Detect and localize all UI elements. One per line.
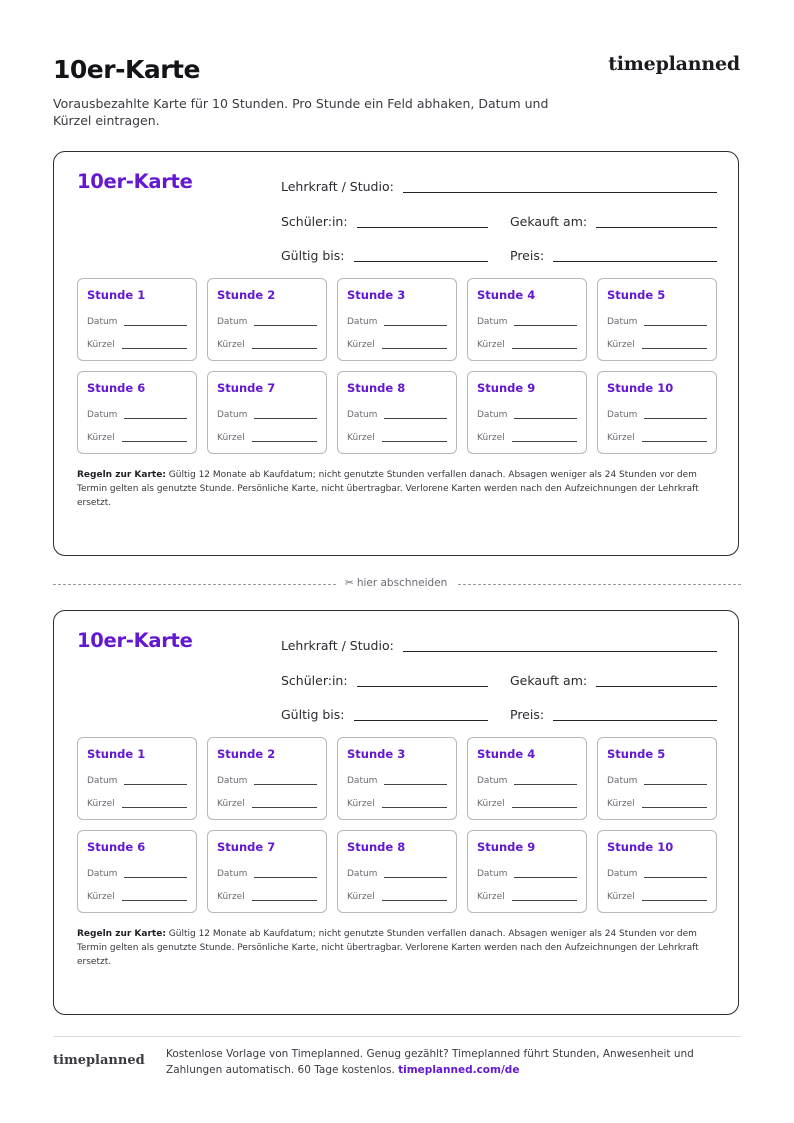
slot-kuerzel-row[interactable] — [607, 797, 707, 809]
slot-datum-row[interactable] — [347, 867, 447, 879]
field-label: Gekauft am: — [510, 214, 588, 229]
slot-datum-label: Datum — [477, 317, 508, 327]
slot-datum-label: Datum — [217, 317, 248, 327]
slot-kuerzel-line[interactable] — [122, 348, 187, 349]
slot-title: Stunde 7 — [217, 381, 276, 395]
field-label: Lehrkraft / Studio: — [281, 179, 394, 194]
field-write-line[interactable] — [354, 261, 489, 262]
slot-kuerzel-line[interactable] — [252, 900, 317, 901]
page-subtitle: Vorausbezahlte Karte für 10 Stunden. Pro Stunde ein Feld abhaken, Datum und Kürzel eintragen. — [53, 96, 549, 128]
cut-label-text: hier abschneiden — [356, 577, 448, 589]
gueltig-bis-field[interactable] — [281, 245, 488, 263]
slot-kuerzel-label: Kürzel — [87, 799, 115, 809]
slot-kuerzel-row[interactable] — [477, 797, 577, 809]
lesson-slot[interactable] — [467, 737, 587, 820]
slot-datum-line[interactable] — [254, 784, 317, 785]
slot-datum-label: Datum — [347, 317, 378, 327]
slot-datum-label: Datum — [217, 410, 248, 420]
slot-title: Stunde 2 — [217, 288, 276, 302]
slot-datum-label: Datum — [87, 776, 118, 786]
slot-datum-row[interactable] — [477, 315, 577, 327]
slot-kuerzel-line[interactable] — [252, 348, 317, 349]
scissors-icon: ✂ — [345, 577, 354, 589]
page-title: 10er-Karte — [53, 55, 200, 84]
slot-datum-line[interactable] — [644, 784, 707, 785]
slot-datum-label: Datum — [87, 410, 118, 420]
card-rules — [77, 468, 717, 510]
lesson-slot[interactable] — [207, 830, 327, 913]
slot-kuerzel-label: Kürzel — [607, 799, 635, 809]
slot-title: Stunde 4 — [477, 747, 536, 761]
slot-title: Stunde 4 — [477, 288, 536, 302]
slot-kuerzel-row[interactable] — [87, 890, 187, 902]
slot-datum-line[interactable] — [384, 418, 447, 419]
slot-kuerzel-row[interactable] — [217, 797, 317, 809]
card-rules — [77, 927, 717, 969]
lesson-slot[interactable] — [467, 371, 587, 454]
slot-datum-line[interactable] — [124, 877, 187, 878]
slot-kuerzel-label: Kürzel — [87, 433, 115, 443]
slot-datum-line[interactable] — [254, 877, 317, 878]
slot-kuerzel-row[interactable] — [477, 338, 577, 350]
slot-kuerzel-row[interactable] — [607, 338, 707, 350]
slot-title: Stunde 1 — [87, 747, 146, 761]
slot-datum-row[interactable] — [87, 774, 187, 786]
slot-datum-line[interactable] — [514, 418, 577, 419]
brand-logo: timeplanned — [608, 53, 740, 75]
lesson-slot[interactable] — [207, 278, 327, 361]
slot-datum-label: Datum — [607, 410, 638, 420]
footer-link[interactable]: timeplanned.com/de — [398, 1063, 520, 1076]
slot-kuerzel-row[interactable] — [347, 338, 447, 350]
lesson-slot[interactable] — [77, 830, 197, 913]
slot-kuerzel-label: Kürzel — [217, 892, 245, 902]
slot-kuerzel-label: Kürzel — [477, 340, 505, 350]
card-title: 10er-Karte — [77, 629, 193, 652]
slot-datum-line[interactable] — [124, 325, 187, 326]
field-write-line[interactable] — [354, 720, 489, 721]
slot-kuerzel-line[interactable] — [512, 900, 577, 901]
lesson-slot[interactable] — [77, 737, 197, 820]
slot-datum-row[interactable] — [217, 315, 317, 327]
slot-kuerzel-label: Kürzel — [607, 433, 635, 443]
lesson-slot[interactable] — [207, 737, 327, 820]
slot-title: Stunde 10 — [607, 381, 674, 395]
slot-title: Stunde 8 — [347, 840, 406, 854]
punch-card — [53, 151, 739, 556]
schueler-field[interactable] — [281, 211, 488, 229]
lesson-slot[interactable] — [337, 737, 457, 820]
slot-datum-label: Datum — [217, 776, 248, 786]
slot-datum-label: Datum — [607, 869, 638, 879]
slot-datum-line[interactable] — [384, 325, 447, 326]
slot-datum-line[interactable] — [254, 418, 317, 419]
field-write-line[interactable] — [357, 686, 488, 687]
slot-title: Stunde 6 — [87, 381, 146, 395]
slot-kuerzel-line[interactable] — [382, 441, 447, 442]
slot-kuerzel-label: Kürzel — [347, 799, 375, 809]
slot-datum-label: Datum — [87, 869, 118, 879]
cut-dash-left — [53, 584, 336, 585]
slot-datum-row[interactable] — [607, 315, 707, 327]
slot-title: Stunde 2 — [217, 747, 276, 761]
slot-kuerzel-row[interactable] — [347, 431, 447, 443]
slot-datum-line[interactable] — [254, 325, 317, 326]
slot-datum-row[interactable] — [87, 408, 187, 420]
slot-kuerzel-label: Kürzel — [87, 340, 115, 350]
slot-title: Stunde 8 — [347, 381, 406, 395]
field-label: Lehrkraft / Studio: — [281, 638, 394, 653]
slot-datum-row[interactable] — [607, 774, 707, 786]
slot-kuerzel-line[interactable] — [512, 441, 577, 442]
lehrkraft-field[interactable] — [281, 176, 717, 194]
slot-datum-row[interactable] — [477, 867, 577, 879]
slot-kuerzel-row[interactable] — [87, 797, 187, 809]
slot-title: Stunde 1 — [87, 288, 146, 302]
field-label: Gültig bis: — [281, 707, 345, 722]
lesson-slot[interactable] — [337, 278, 457, 361]
schueler-field[interactable] — [281, 670, 488, 688]
slot-title: Stunde 10 — [607, 840, 674, 854]
slot-datum-row[interactable] — [607, 408, 707, 420]
slot-datum-label: Datum — [347, 410, 378, 420]
slot-datum-line[interactable] — [514, 877, 577, 878]
slot-kuerzel-row[interactable] — [347, 797, 447, 809]
slot-datum-row[interactable] — [87, 867, 187, 879]
card-title: 10er-Karte — [77, 170, 193, 193]
rules-text: Gültig 12 Monate ab Kaufdatum; nicht genutzte Stunden verfallen danach. Absagen weniger als 24 Stunden vor dem Termin gelten als genutzte Stunde. Persönliche Karte, nicht übertragbar. Verlorene Karten werden nach den Aufzeichnungen der Lehrkraft ersetzt. — [77, 470, 699, 508]
slot-datum-row[interactable] — [217, 867, 317, 879]
slot-datum-line[interactable] — [514, 784, 577, 785]
slot-kuerzel-line[interactable] — [642, 441, 707, 442]
rules-text: Gültig 12 Monate ab Kaufdatum; nicht genutzte Stunden verfallen danach. Absagen weniger als 24 Stunden vor dem Termin gelten als genutzte Stunde. Persönliche Karte, nicht übertragbar. Verlorene Karten werden nach den Aufzeichnungen der Lehrkraft ersetzt. — [77, 929, 699, 967]
slot-datum-row[interactable] — [607, 867, 707, 879]
slot-kuerzel-line[interactable] — [512, 348, 577, 349]
slot-kuerzel-label: Kürzel — [477, 892, 505, 902]
slot-kuerzel-line[interactable] — [642, 807, 707, 808]
slot-title: Stunde 5 — [607, 288, 666, 302]
slot-kuerzel-label: Kürzel — [347, 892, 375, 902]
field-write-line[interactable] — [403, 192, 717, 193]
slot-datum-label: Datum — [347, 776, 378, 786]
lesson-slots — [77, 737, 717, 913]
slot-datum-label: Datum — [607, 317, 638, 327]
slot-kuerzel-line[interactable] — [122, 900, 187, 901]
slot-title: Stunde 7 — [217, 840, 276, 854]
field-write-line[interactable] — [357, 227, 488, 228]
slot-datum-label: Datum — [347, 869, 378, 879]
slot-datum-line[interactable] — [644, 877, 707, 878]
slot-datum-line[interactable] — [384, 784, 447, 785]
cut-dash-right — [458, 584, 741, 585]
slot-datum-label: Datum — [607, 776, 638, 786]
slot-kuerzel-row[interactable] — [347, 890, 447, 902]
lesson-slot[interactable] — [337, 371, 457, 454]
slot-datum-line[interactable] — [384, 877, 447, 878]
slot-kuerzel-label: Kürzel — [477, 799, 505, 809]
lesson-slots — [77, 278, 717, 454]
rules-label: Regeln zur Karte: — [77, 929, 166, 939]
slot-datum-row[interactable] — [347, 315, 447, 327]
field-write-line[interactable] — [553, 261, 717, 262]
slot-kuerzel-line[interactable] — [642, 348, 707, 349]
footer-promo: Kostenlose Vorlage von Timeplanned. Genug gezählt? Timeplanned führt Stunden, Anwesenheit und Zahlungen automatisch. 60 Tage kostenlos. — [166, 1048, 694, 1076]
slot-kuerzel-row[interactable] — [607, 431, 707, 443]
field-write-line[interactable] — [596, 686, 717, 687]
lesson-slot[interactable] — [207, 371, 327, 454]
slot-title: Stunde 3 — [347, 747, 406, 761]
slot-title: Stunde 3 — [347, 288, 406, 302]
slot-kuerzel-row[interactable] — [217, 338, 317, 350]
footer-divider — [53, 1036, 741, 1037]
slot-datum-row[interactable] — [217, 408, 317, 420]
lesson-slot[interactable] — [467, 278, 587, 361]
slot-datum-row[interactable] — [217, 774, 317, 786]
slot-datum-row[interactable] — [477, 774, 577, 786]
slot-title: Stunde 5 — [607, 747, 666, 761]
lesson-slot[interactable] — [597, 830, 717, 913]
slot-kuerzel-label: Kürzel — [607, 892, 635, 902]
lesson-slot[interactable] — [597, 278, 717, 361]
slot-datum-label: Datum — [477, 776, 508, 786]
slot-kuerzel-line[interactable] — [642, 900, 707, 901]
slot-datum-line[interactable] — [644, 418, 707, 419]
field-write-line[interactable] — [596, 227, 717, 228]
lesson-slot[interactable] — [597, 737, 717, 820]
slot-kuerzel-row[interactable] — [477, 431, 577, 443]
slot-datum-line[interactable] — [644, 325, 707, 326]
lesson-slot[interactable] — [467, 830, 587, 913]
punch-card — [53, 610, 739, 1015]
slot-kuerzel-label: Kürzel — [347, 340, 375, 350]
slot-datum-row[interactable] — [347, 774, 447, 786]
field-label: Gültig bis: — [281, 248, 345, 263]
slot-kuerzel-line[interactable] — [512, 807, 577, 808]
slot-title: Stunde 9 — [477, 840, 536, 854]
slot-kuerzel-row[interactable] — [217, 890, 317, 902]
slot-datum-row[interactable] — [87, 315, 187, 327]
slot-kuerzel-label: Kürzel — [87, 892, 115, 902]
slot-datum-row[interactable] — [347, 408, 447, 420]
slot-kuerzel-line[interactable] — [252, 441, 317, 442]
slot-datum-line[interactable] — [514, 325, 577, 326]
field-write-line[interactable] — [553, 720, 717, 721]
slot-datum-line[interactable] — [124, 784, 187, 785]
slot-kuerzel-label: Kürzel — [217, 340, 245, 350]
slot-kuerzel-label: Kürzel — [607, 340, 635, 350]
slot-kuerzel-line[interactable] — [122, 441, 187, 442]
slot-title: Stunde 9 — [477, 381, 536, 395]
field-label: Schüler:in: — [281, 673, 348, 688]
gekauft-am-field[interactable] — [510, 670, 717, 688]
cut-label — [345, 577, 447, 589]
gueltig-bis-field[interactable] — [281, 704, 488, 722]
preis-field[interactable] — [510, 704, 717, 722]
slot-kuerzel-label: Kürzel — [217, 433, 245, 443]
slot-kuerzel-line[interactable] — [382, 348, 447, 349]
slot-kuerzel-row[interactable] — [87, 338, 187, 350]
slot-datum-label: Datum — [87, 317, 118, 327]
slot-kuerzel-row[interactable] — [477, 890, 577, 902]
slot-kuerzel-row[interactable] — [217, 431, 317, 443]
field-label: Gekauft am: — [510, 673, 588, 688]
footer-text — [166, 1047, 726, 1078]
slot-kuerzel-line[interactable] — [122, 807, 187, 808]
gekauft-am-field[interactable] — [510, 211, 717, 229]
lesson-slot[interactable] — [77, 278, 197, 361]
field-write-line[interactable] — [403, 651, 717, 652]
slot-datum-label: Datum — [217, 869, 248, 879]
lesson-slot[interactable] — [597, 371, 717, 454]
slot-title: Stunde 6 — [87, 840, 146, 854]
slot-datum-label: Datum — [477, 410, 508, 420]
lesson-slot[interactable] — [77, 371, 197, 454]
field-label: Preis: — [510, 707, 545, 722]
lesson-slot[interactable] — [337, 830, 457, 913]
preis-field[interactable] — [510, 245, 717, 263]
slot-datum-line[interactable] — [124, 418, 187, 419]
field-label: Preis: — [510, 248, 545, 263]
slot-kuerzel-label: Kürzel — [217, 799, 245, 809]
slot-kuerzel-line[interactable] — [382, 807, 447, 808]
slot-kuerzel-row[interactable] — [607, 890, 707, 902]
slot-datum-row[interactable] — [477, 408, 577, 420]
slot-kuerzel-line[interactable] — [252, 807, 317, 808]
rules-label: Regeln zur Karte: — [77, 470, 166, 480]
lehrkraft-field[interactable] — [281, 635, 717, 653]
slot-kuerzel-line[interactable] — [382, 900, 447, 901]
cut-line — [53, 577, 741, 591]
slot-kuerzel-label: Kürzel — [477, 433, 505, 443]
slot-kuerzel-label: Kürzel — [347, 433, 375, 443]
footer-brand: timeplanned — [53, 1053, 145, 1068]
slot-datum-label: Datum — [477, 869, 508, 879]
field-label: Schüler:in: — [281, 214, 348, 229]
slot-kuerzel-row[interactable] — [87, 431, 187, 443]
